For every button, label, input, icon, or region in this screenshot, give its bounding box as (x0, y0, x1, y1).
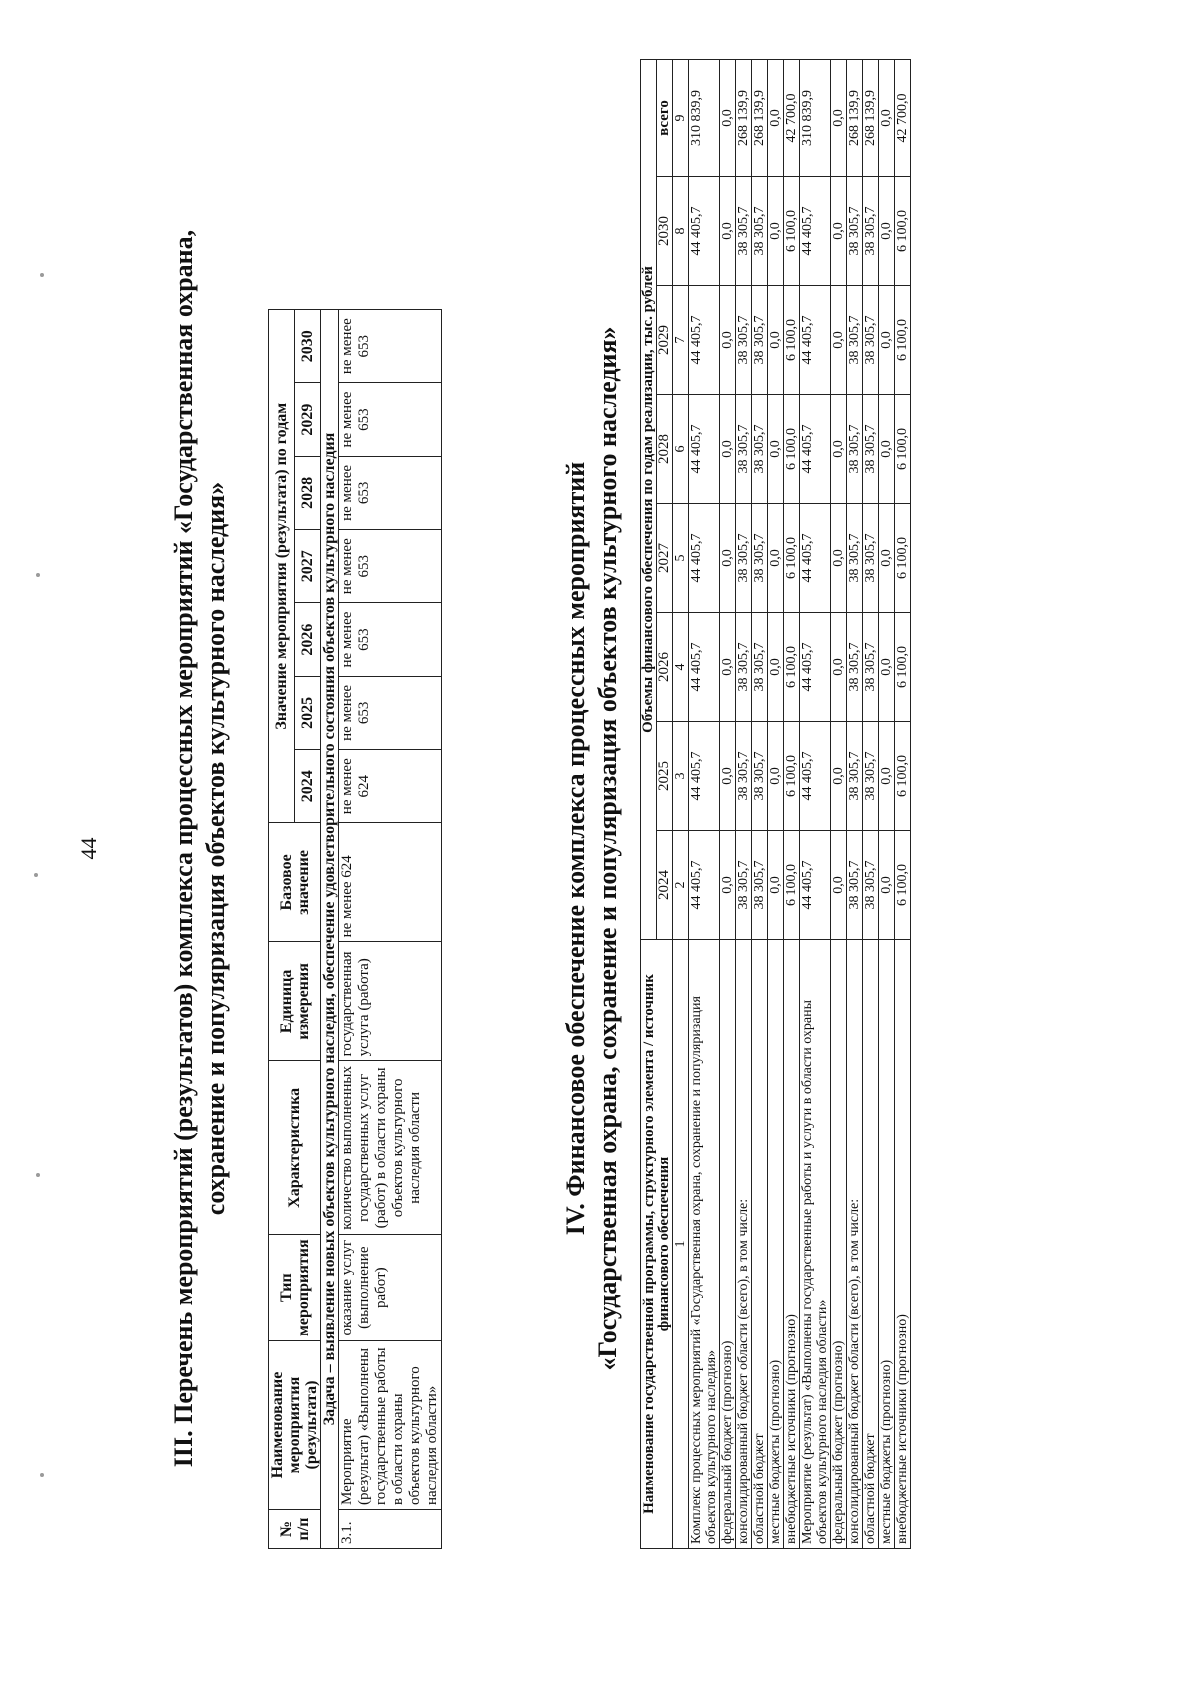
table-row (720, 60, 736, 1549)
task-row (321, 310, 339, 1549)
header-values-by-year: Значение мероприятия (результата) по годам (269, 310, 295, 823)
source-name: местные бюджеты (прогнозно) (768, 940, 784, 1549)
amount-cell: 6 100,0 (784, 831, 800, 940)
amount-cell: 0,0 (831, 613, 847, 722)
year-cell: 2030 (295, 310, 321, 383)
row-value: не менее 653 (339, 383, 442, 456)
header-volumes: Объемы финансового обеспечения по годам реализации, тыс. рублей (641, 60, 657, 940)
amount-cell: 0,0 (879, 831, 895, 940)
column-number: 9 (673, 60, 689, 177)
table-row (752, 60, 768, 1549)
year-cell: 2025 (657, 722, 673, 831)
amount-cell: 38 305,7 (847, 722, 863, 831)
amount-cell: 38 305,7 (736, 395, 752, 504)
amount-cell: 44 405,7 (800, 504, 831, 613)
amount-cell: 44 405,7 (689, 613, 720, 722)
amount-cell: 44 405,7 (800, 395, 831, 504)
year-cell: 2027 (657, 504, 673, 613)
page-number: 44 (76, 837, 101, 860)
table-row (784, 60, 800, 1549)
amount-cell: 0,0 (720, 286, 736, 395)
amount-cell: 44 405,7 (800, 831, 831, 940)
amount-cell: 38 305,7 (752, 831, 768, 940)
header-base-value: Базовое значение (269, 823, 321, 942)
row-type: оказание услуг (выполнение работ) (339, 1235, 442, 1341)
amount-cell: 38 305,7 (752, 613, 768, 722)
row-value: не менее 624 (339, 750, 442, 823)
amount-cell: 0,0 (879, 395, 895, 504)
amount-cell: 38 305,7 (736, 177, 752, 286)
amount-cell: 6 100,0 (784, 395, 800, 504)
column-number: 4 (673, 613, 689, 722)
amount-cell: 38 305,7 (847, 504, 863, 613)
year-cell: 2027 (295, 530, 321, 603)
source-name: областной бюджет (752, 940, 768, 1549)
amount-cell: 0,0 (768, 395, 784, 504)
amount-cell: 6 100,0 (784, 286, 800, 395)
row-value: не менее 653 (339, 676, 442, 749)
financing-header-row (641, 60, 657, 1549)
amount-cell: 0,0 (720, 395, 736, 504)
row-characteristic: количество выполненных государственных услуг (работ) в области охраны объектов культурного наследия области (339, 1061, 442, 1235)
table-row (736, 60, 752, 1549)
amount-cell: 6 100,0 (895, 504, 911, 613)
amount-cell: 38 305,7 (847, 286, 863, 395)
amount-cell: 44 405,7 (800, 177, 831, 286)
section-3-title-line-2: сохранение и популяризация объектов культурного наследия» (201, 481, 230, 1216)
scan-mark (34, 873, 38, 877)
column-number-row (673, 60, 689, 1549)
column-number: 2 (673, 831, 689, 940)
amount-cell: 38 305,7 (736, 722, 752, 831)
year-cell: 2024 (657, 831, 673, 940)
amount-cell: 44 405,7 (689, 395, 720, 504)
row-value: не менее 653 (339, 456, 442, 529)
amount-cell: 38 305,7 (863, 177, 879, 286)
amount-cell: 38 305,7 (863, 395, 879, 504)
amount-cell: 6 100,0 (895, 286, 911, 395)
header-name: Наименование мероприятия (результата) (269, 1341, 321, 1510)
amount-cell: 0,0 (768, 722, 784, 831)
year-cell: 2028 (295, 456, 321, 529)
amount-cell: 44 405,7 (689, 722, 720, 831)
total-cell: 268 139,9 (752, 60, 768, 177)
section-4-title-line-2: «Государственная охрана, сохранение и популяризация объектов культурного наследия» (593, 326, 622, 1371)
amount-cell: 0,0 (768, 177, 784, 286)
activities-table (268, 309, 442, 1549)
header-type: Тип мероприятия (269, 1235, 321, 1341)
amount-cell: 0,0 (879, 722, 895, 831)
year-cell: 2030 (657, 177, 673, 286)
total-cell: 268 139,9 (847, 60, 863, 177)
amount-cell: 0,0 (720, 177, 736, 286)
row-name: Мероприятие (результат) «Выполнены государственные работы в области охраны объектов культурного наследия области» (339, 1341, 442, 1510)
column-number: 7 (673, 286, 689, 395)
table-row (800, 60, 831, 1549)
source-name: внебюджетные источники (прогнозно) (895, 940, 911, 1549)
amount-cell: 6 100,0 (895, 177, 911, 286)
table-row (863, 60, 879, 1549)
amount-cell: 6 100,0 (784, 613, 800, 722)
amount-cell: 6 100,0 (784, 504, 800, 613)
section-4-title (560, 60, 624, 1637)
amount-cell: 38 305,7 (863, 613, 879, 722)
column-number: 6 (673, 395, 689, 504)
financing-table (640, 59, 911, 1549)
amount-cell: 0,0 (768, 613, 784, 722)
row-value: не менее 653 (339, 310, 442, 383)
year-cell: 2029 (657, 286, 673, 395)
amount-cell: 0,0 (879, 286, 895, 395)
amount-cell: 38 305,7 (752, 177, 768, 286)
year-cell: 2024 (295, 750, 321, 823)
source-name: консолидированный бюджет области (всего), в том числе: (736, 940, 752, 1549)
amount-cell: 0,0 (720, 831, 736, 940)
year-cell: 2026 (295, 603, 321, 676)
column-number: 3 (673, 722, 689, 831)
table-row (847, 60, 863, 1549)
amount-cell: 6 100,0 (895, 395, 911, 504)
total-cell: 310 839,9 (689, 60, 720, 177)
amount-cell: 44 405,7 (800, 286, 831, 395)
amount-cell: 0,0 (768, 831, 784, 940)
amount-cell: 0,0 (831, 722, 847, 831)
amount-cell: 0,0 (768, 286, 784, 395)
amount-cell: 44 405,7 (689, 286, 720, 395)
table-row (768, 60, 784, 1549)
amount-cell: 6 100,0 (895, 831, 911, 940)
amount-cell: 38 305,7 (863, 831, 879, 940)
total-cell: 268 139,9 (736, 60, 752, 177)
section-3-title (168, 60, 232, 1637)
scan-mark (36, 1173, 40, 1177)
header-num: № п/п (269, 1510, 321, 1549)
source-name: федеральный бюджет (прогнозно) (720, 940, 736, 1549)
year-cell: 2029 (295, 383, 321, 456)
amount-cell: 44 405,7 (800, 722, 831, 831)
row-num: 3.1. (339, 1510, 442, 1549)
amount-cell: 0,0 (720, 504, 736, 613)
amount-cell: 0,0 (831, 177, 847, 286)
section-4-title-line-1: IV. Финансовое обеспечение комплекса процессных мероприятий (561, 461, 590, 1236)
amount-cell: 44 405,7 (800, 613, 831, 722)
amount-cell: 38 305,7 (847, 177, 863, 286)
year-cell: 2025 (295, 676, 321, 749)
amount-cell: 44 405,7 (689, 504, 720, 613)
amount-cell: 38 305,7 (752, 395, 768, 504)
column-number: 8 (673, 177, 689, 286)
section-3-title-line-1: III. Перечень мероприятий (результатов) комплекса процессных мероприятий «Государственная охрана, (169, 229, 198, 1468)
total-cell: 0,0 (720, 60, 736, 177)
amount-cell: 38 305,7 (752, 722, 768, 831)
total-cell: 0,0 (768, 60, 784, 177)
amount-cell: 6 100,0 (895, 613, 911, 722)
scan-mark (36, 573, 40, 577)
column-number: 1 (673, 940, 689, 1549)
total-cell: 42 700,0 (784, 60, 800, 177)
amount-cell: 38 305,7 (752, 286, 768, 395)
amount-cell: 44 405,7 (689, 177, 720, 286)
amount-cell: 38 305,7 (736, 831, 752, 940)
source-name: местные бюджеты (прогнозно) (879, 940, 895, 1549)
amount-cell: 6 100,0 (784, 177, 800, 286)
amount-cell: 0,0 (720, 722, 736, 831)
activities-header-row (269, 310, 295, 1549)
total-cell: 0,0 (831, 60, 847, 177)
amount-cell: 0,0 (720, 613, 736, 722)
amount-cell: 38 305,7 (863, 722, 879, 831)
amount-cell: 38 305,7 (736, 504, 752, 613)
financing-body (689, 60, 911, 1549)
amount-cell: 0,0 (831, 831, 847, 940)
column-number: 5 (673, 504, 689, 613)
source-name: внебюджетные источники (прогнозно) (784, 940, 800, 1549)
table-row (831, 60, 847, 1549)
amount-cell: 6 100,0 (895, 722, 911, 831)
amount-cell: 38 305,7 (736, 613, 752, 722)
amount-cell: 38 305,7 (863, 286, 879, 395)
row-value: не менее 653 (339, 530, 442, 603)
amount-cell: 0,0 (768, 504, 784, 613)
table-row (339, 310, 442, 1549)
amount-cell: 0,0 (831, 286, 847, 395)
amount-cell: 38 305,7 (847, 395, 863, 504)
source-name: Мероприятие (результат) «Выполнены государственные работы и услуги в области охраны объектов культурного наследия области» (800, 940, 831, 1549)
table-row (879, 60, 895, 1549)
total-cell: 42 700,0 (895, 60, 911, 177)
source-name: консолидированный бюджет области (всего), в том числе: (847, 940, 863, 1549)
source-name: областной бюджет (863, 940, 879, 1549)
table-row (895, 60, 911, 1549)
header-characteristic: Характеристика (269, 1061, 321, 1235)
amount-cell: 0,0 (831, 504, 847, 613)
row-base-value: не менее 624 (339, 823, 442, 942)
amount-cell: 0,0 (879, 504, 895, 613)
amount-cell: 44 405,7 (689, 831, 720, 940)
header-source-name: Наименование государственной программы, структурного элемента / источник финансового обеспечения (641, 940, 673, 1549)
scan-mark (40, 273, 44, 277)
row-value: не менее 653 (339, 603, 442, 676)
total-cell: 310 839,9 (800, 60, 831, 177)
source-name: Комплекс процессных мероприятий «Государственная охрана, сохранение и популяризация объектов культурного наследия» (689, 940, 720, 1549)
amount-cell: 38 305,7 (847, 613, 863, 722)
task-text: Задача – выявление новых объектов культурного наследия, обеспечение удовлетворительного состояния объектов культурного наследия (321, 310, 339, 1549)
amount-cell: 38 305,7 (863, 504, 879, 613)
header-total: всего (657, 60, 673, 177)
table-row (689, 60, 720, 1549)
amount-cell: 38 305,7 (752, 504, 768, 613)
amount-cell: 0,0 (831, 395, 847, 504)
amount-cell: 6 100,0 (784, 722, 800, 831)
total-cell: 0,0 (879, 60, 895, 177)
year-cell: 2026 (657, 613, 673, 722)
header-unit: Единица измерения (269, 942, 321, 1061)
scan-mark (40, 1473, 44, 1477)
amount-cell: 0,0 (879, 177, 895, 286)
total-cell: 268 139,9 (863, 60, 879, 177)
amount-cell: 38 305,7 (847, 831, 863, 940)
year-cell: 2028 (657, 395, 673, 504)
source-name: федеральный бюджет (прогнозно) (831, 940, 847, 1549)
amount-cell: 0,0 (879, 613, 895, 722)
amount-cell: 38 305,7 (736, 286, 752, 395)
row-unit: государственная услуга (работа) (339, 942, 442, 1061)
